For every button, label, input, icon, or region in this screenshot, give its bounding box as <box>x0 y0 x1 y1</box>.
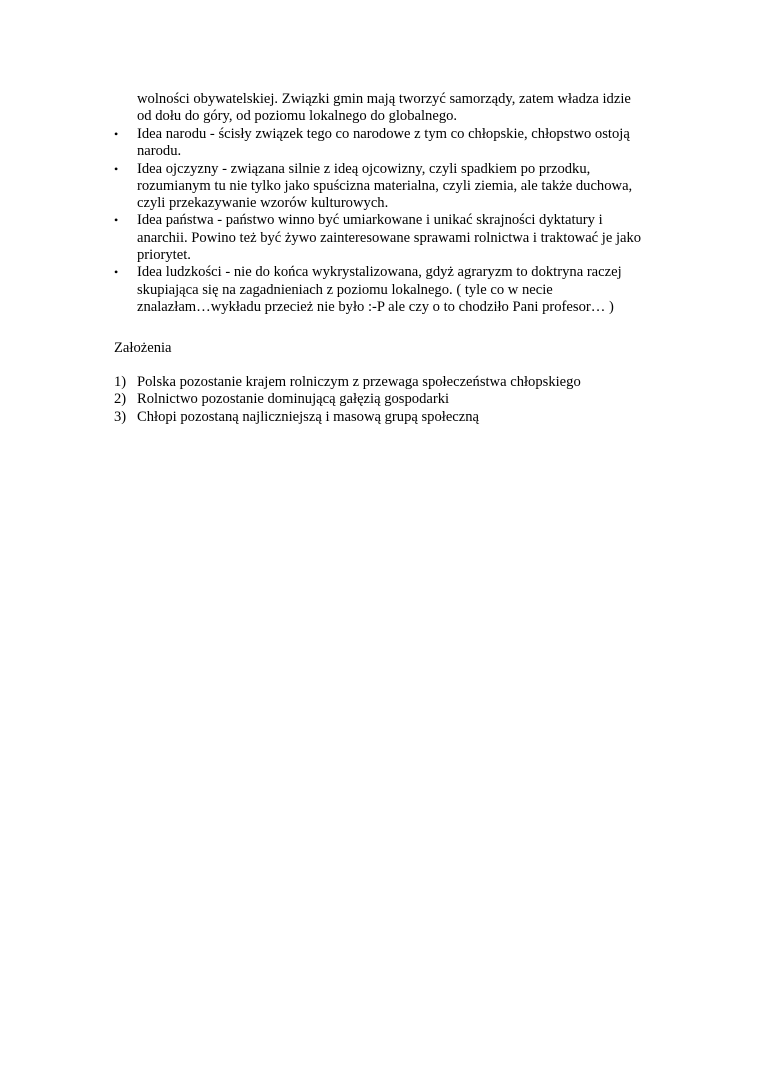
text-line: rozumianym tu nie tylko jako spuścizna materialna, czyli ziemia, ale także duchowa, <box>137 177 633 194</box>
text-line: znalazłam…wykładu przecież nie było :-P ale czy o to chodziło Pani profesor… ) <box>137 298 614 315</box>
numbered-item <box>114 391 704 408</box>
continuation-paragraph <box>137 91 697 126</box>
item-text: Chłopi pozostaną najliczniejszą i masową grupą społeczną <box>137 408 480 425</box>
text-line: Idea państwa - państwo winno być umiarkowane i unikać skrajności dyktatury i <box>137 212 603 229</box>
bullet-item-idea-ludzkosci <box>114 264 704 316</box>
text-line: czyli przekazywanie wzorów kulturowych. <box>137 195 389 212</box>
text-line: anarchii. Powino też być żywo zainteresowane sprawami rolnictwa i traktować je jako <box>137 229 642 246</box>
numbered-item <box>114 409 704 426</box>
text-line: wolności obywatelskiej. Związki gmin mają tworzyć samorządy, zatem władza idzie <box>137 91 631 107</box>
bullet-list <box>114 126 704 316</box>
text-line: Idea ojczyzny - związana silnie z ideą ojcowizny, czyli spadkiem po przodku, <box>137 160 591 177</box>
item-number: 2) <box>114 391 127 408</box>
numbered-item <box>114 374 704 391</box>
bullet-icon: • <box>114 265 119 280</box>
text-line: Idea narodu - ścisły związek tego co narodowe z tym co chłopskie, chłopstwo ostoją <box>137 126 630 142</box>
text-line: priorytet. <box>137 247 191 264</box>
text-line: Idea ludzkości - nie do końca wykrystalizowana, gdyż agraryzm to doktryna raczej <box>137 264 622 281</box>
bullet-icon: • <box>114 161 119 176</box>
item-number: 3) <box>114 408 127 425</box>
item-number: 1) <box>114 374 127 390</box>
text-line: od dołu do góry, od poziomu lokalnego do globalnego. <box>137 108 458 125</box>
bullet-item-idea-narodu <box>114 126 704 161</box>
bullet-item-idea-panstwa <box>114 212 704 264</box>
text-line: narodu. <box>137 143 182 160</box>
bullet-icon: • <box>114 127 119 141</box>
text-line: skupiająca się na zagadnieniach z poziomu lokalnego. ( tyle co w necie <box>137 281 553 298</box>
bullet-icon: • <box>114 213 119 228</box>
section-heading: Założenia <box>114 340 172 356</box>
item-text: Polska pozostanie krajem rolniczym z przewaga społeczeństwa chłopskiego <box>137 374 581 390</box>
item-text: Rolnictwo pozostanie dominującą gałęzią gospodarki <box>137 391 450 408</box>
numbered-list <box>114 374 704 426</box>
bullet-item-idea-ojczyzny <box>114 161 704 213</box>
